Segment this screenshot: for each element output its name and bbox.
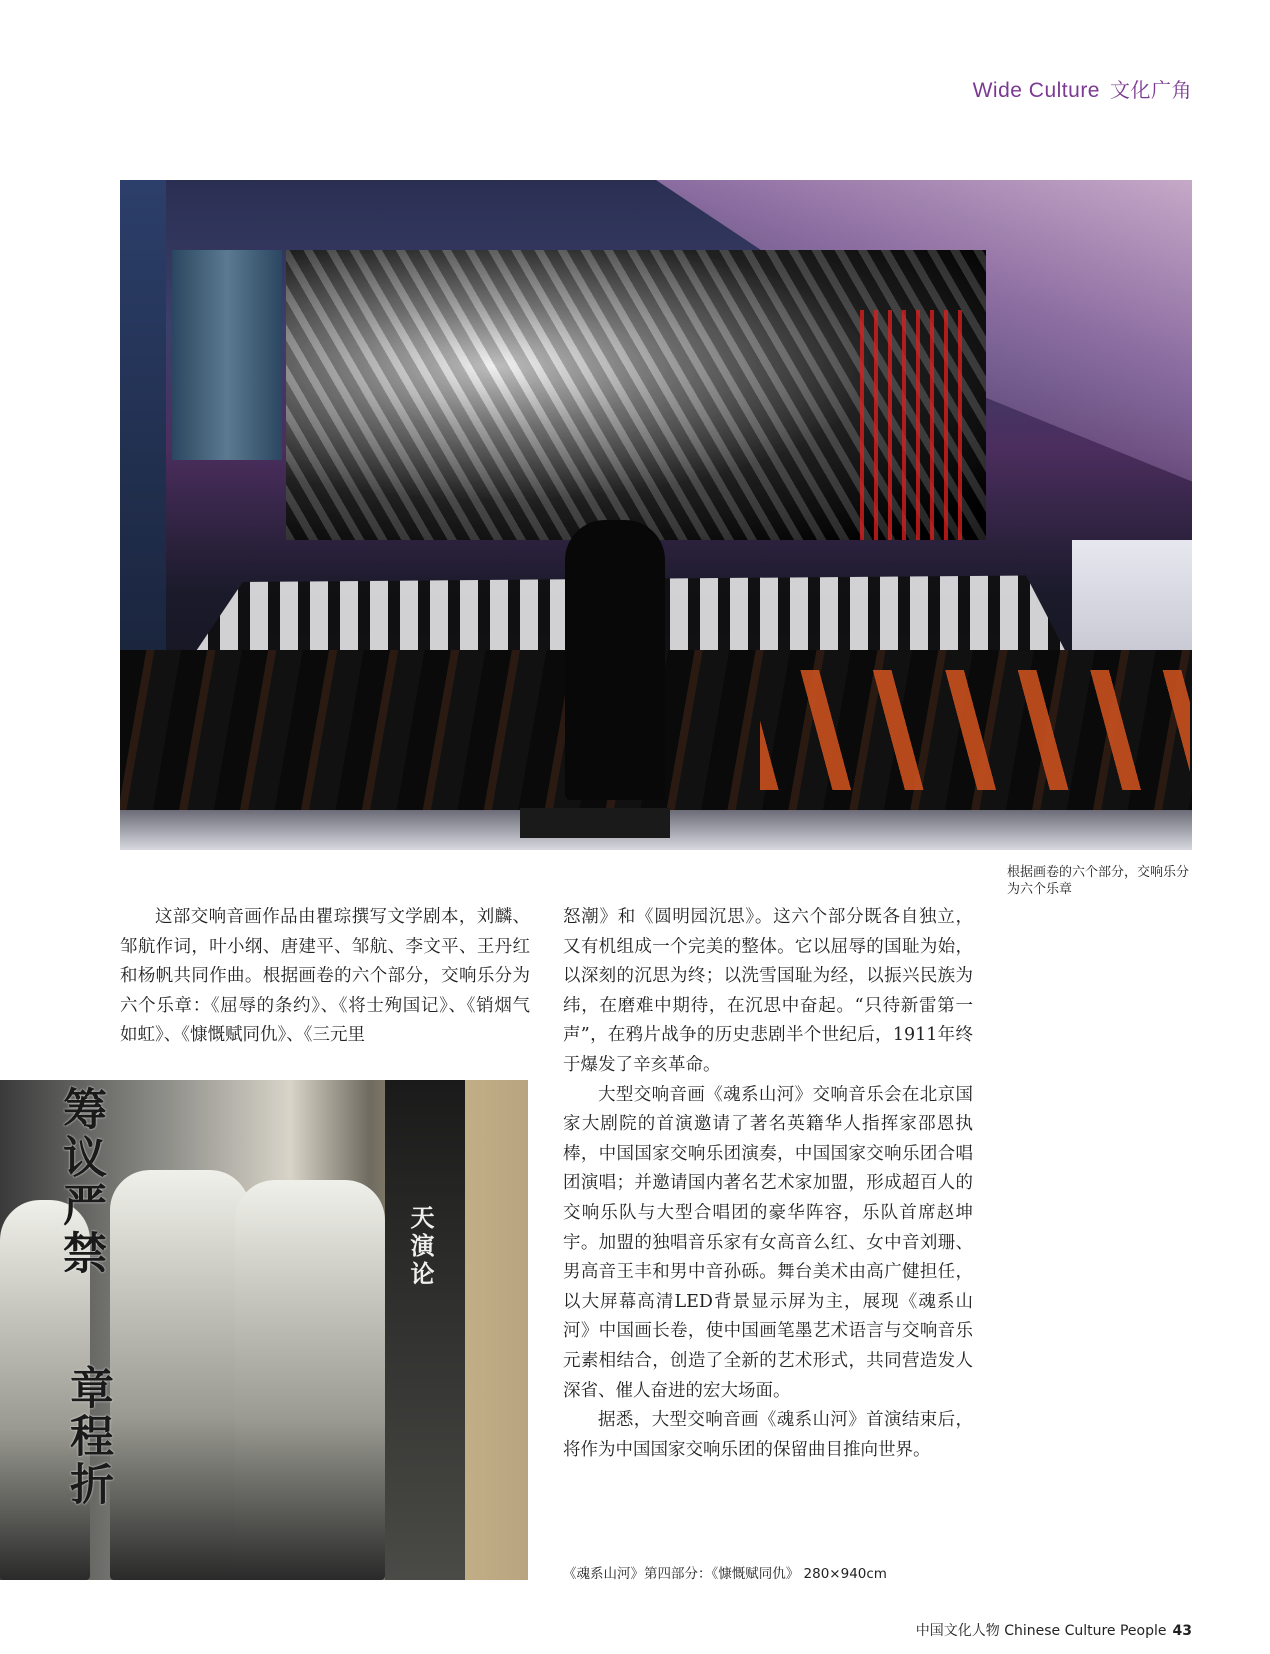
photo-caption: 根据画卷的六个部分，交响乐分为六个乐章 — [1007, 865, 1190, 897]
publication-name: 中国文化人物 Chinese Culture People — [915, 1623, 1167, 1639]
page-footer — [916, 1620, 1192, 1640]
stage-pillar — [172, 250, 282, 460]
conductor-podium — [520, 808, 670, 838]
cello-section — [760, 670, 1190, 790]
ink-painting — [0, 1080, 528, 1580]
concert-photo — [120, 180, 1192, 850]
article-paragraph: 这部交响音画作品由瞿琮撰写文学剧本，刘麟、邹航作词，叶小纲、唐建平、邹航、李文平、王丹红和杨帆共同作曲。根据画卷的六个部分，交响乐分为六个乐章：《屈辱的条约》、《将士殉国记》、《销烟气如虹》、《慷慨赋同仇》、《三元里 — [120, 907, 530, 1046]
painted-figure — [235, 1180, 385, 1580]
painting-calligraphy: 天演论 — [406, 1205, 435, 1289]
page-number: 43 — [1172, 1623, 1192, 1639]
painting-calligraphy: 章程折 — [62, 1365, 113, 1509]
painted-figure — [110, 1170, 250, 1580]
section-title-cn: 文化广角 — [1110, 78, 1192, 102]
article-column-1 — [120, 903, 530, 1051]
red-projected-text — [860, 310, 970, 540]
conductor — [565, 520, 665, 800]
article-paragraph: 据悉，大型交响音画《魂系山河》首演结束后，将作为中国国家交响乐团的保留曲目推向世界。 — [563, 1410, 973, 1460]
painting-caption: 《魂系山河》第四部分：《慷慨赋同仇》 280×940cm — [563, 1566, 887, 1582]
article-paragraph: 怒潮》和《圆明园沉思》。这六个部分既各自独立，又有机组成一个完美的整体。它以屈辱的国耻为始，以深刻的沉思为终；以洗雪国耻为经，以振兴民族为纬，在磨难中期待，在沉思中奋起。“只待新雷第一声”，在鸦片战争的历史悲剧半个世纪后，1911年终于爆发了辛亥革命。 — [563, 907, 973, 1075]
section-header — [973, 74, 1192, 103]
article-paragraph: 大型交响音画《魂系山河》交响音乐会在北京国家大剧院的首演邀请了著名英籍华人指挥家邵恩执棒，中国国家交响乐团演奏，中国国家交响乐团合唱团演唱；并邀请国内著名艺术家加盟，形成超百人的交响乐队与大型合唱团的豪华阵容，乐队首席赵坤宇。加盟的独唱音乐家有女高音么红、女中音刘珊、男高音王丰和男中音孙砾。舞台美术由高广健担任，以大屏幕高清LED背景显示屏为主，展现《魂系山河》中国画长卷，使中国画笔墨艺术语言与交响音乐元素相结合，创造了全新的艺术形式，共同营造发人深省、催人奋进的宏大场面。 — [563, 1084, 973, 1401]
painting-dark-band — [385, 1080, 465, 1580]
article-column-2 — [563, 903, 973, 1465]
painting-calligraphy: 筹议严禁 — [55, 1086, 106, 1278]
section-title-en: Wide Culture — [972, 79, 1100, 102]
